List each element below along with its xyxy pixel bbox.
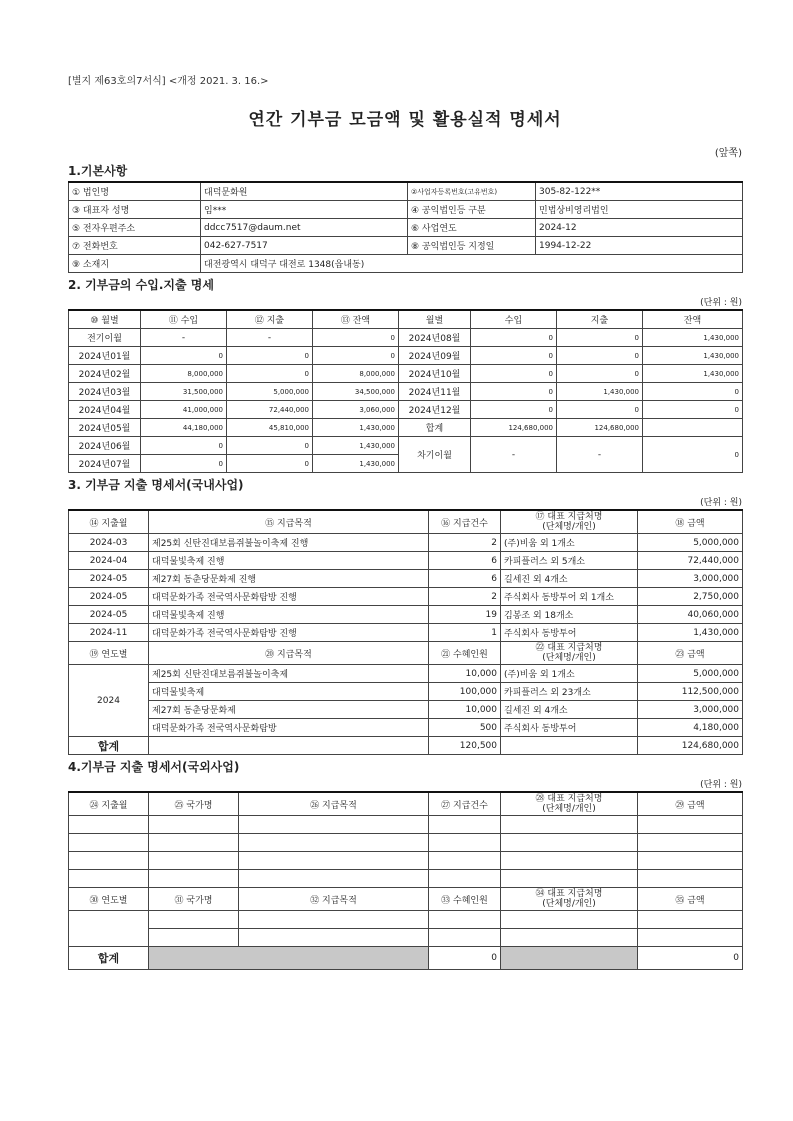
count-cell: 6 <box>429 552 501 570</box>
overseas-total-row <box>69 947 743 970</box>
purpose-cell: 제25회 신탄진대보름쥐불놀이축제 진행 <box>149 534 429 552</box>
table-row <box>69 624 743 642</box>
balance-cell: 1,430,000 <box>313 419 399 437</box>
table-row <box>69 383 743 401</box>
table-row <box>69 419 743 437</box>
purpose-cell: 대덕문화가족 전국역사문화탐방 진행 <box>149 624 429 642</box>
header-income: ⑪ 수입 <box>141 310 227 329</box>
beneficiaries-cell: 500 <box>429 719 501 737</box>
table-row <box>69 665 743 683</box>
section2-heading: 2. 기부금의 수입.지출 명세 <box>68 278 214 292</box>
annual-recipient-cell: 주식회사 동방투어 <box>501 719 638 737</box>
beneficiaries-cell: 10,000 <box>429 701 501 719</box>
table-row <box>69 929 743 947</box>
value-email: ddcc7517@daum.net <box>201 219 408 237</box>
header-balance: ⑬ 잔액 <box>313 310 399 329</box>
value-corp-type: 민법상비영리법인 <box>536 201 743 219</box>
value-corp-name: 대덕문화원 <box>201 182 408 201</box>
income-cell: 44,180,000 <box>141 419 227 437</box>
balance-cell: 0 <box>643 383 743 401</box>
table-row <box>69 701 743 719</box>
header-expense: ⑫ 지출 <box>227 310 313 329</box>
expense-cell: 0 <box>227 347 313 365</box>
recipient-cell: 길세진 외 4개소 <box>501 570 638 588</box>
annual-amount-cell: 3,000,000 <box>638 701 743 719</box>
recipient-cell: 카피플러스 외 5개소 <box>501 552 638 570</box>
header-overseas-purpose-2: ㉜ 지급목적 <box>239 888 429 911</box>
income-cell: 0 <box>471 329 557 347</box>
income-cell: 31,500,000 <box>141 383 227 401</box>
month-cell: 2024년11월 <box>399 383 471 401</box>
header-overseas-country-2: ㉛ 국가명 <box>149 888 239 911</box>
table-row <box>69 588 743 606</box>
recipient-cell: 김봉조 외 18개소 <box>501 606 638 624</box>
expense-cell: 0 <box>227 455 313 473</box>
overseas-annual-header-row <box>69 888 743 911</box>
balance-cell: 1,430,000 <box>643 329 743 347</box>
label-representative: ③ 대표자 성명 <box>69 201 201 219</box>
carry-balance-cell: 0 <box>643 437 743 473</box>
expense-cell: 1,430,000 <box>557 383 643 401</box>
header-overseas-recipient: ㉘ 대표 지급처명 (단체명/개인) <box>501 792 638 816</box>
income-cell: 0 <box>141 455 227 473</box>
label-corp-type: ④ 공익법인등 구분 <box>408 201 536 219</box>
header-overseas-beneficiaries: ㉝ 수혜인원 <box>429 888 501 911</box>
value-designation-date: 1994-12-22 <box>536 237 743 255</box>
recipient-cell: 주식회사 동방투어 외 1개소 <box>501 588 638 606</box>
basic-info-row <box>69 201 743 219</box>
month-cell: 2024년02월 <box>69 365 141 383</box>
header-beneficiaries: ㉑ 수혜인원 <box>429 642 501 665</box>
beneficiaries-cell: 10,000 <box>429 665 501 683</box>
annual-purpose-cell: 대덕문화가족 전국역사문화탐방 <box>149 719 429 737</box>
annual-amount-cell: 5,000,000 <box>638 665 743 683</box>
overseas-total-beneficiaries: 0 <box>429 947 501 970</box>
section3-heading: 3. 기부금 지출 명세서(국내사업) <box>68 478 244 492</box>
domestic-table <box>68 509 743 755</box>
expense-cell: 72,440,000 <box>227 401 313 419</box>
side-label: (앞쪽) <box>714 148 742 159</box>
section4-unit: (단위 : 원) <box>700 780 742 790</box>
count-cell: 2 <box>429 534 501 552</box>
annual-purpose-cell: 대덕물빛축제 <box>149 683 429 701</box>
count-cell: 6 <box>429 570 501 588</box>
total-income-cell: 124,680,000 <box>471 419 557 437</box>
recipient-cell: (주)비움 외 1개소 <box>501 534 638 552</box>
header-overseas-purpose: ㉖ 지급목적 <box>239 792 429 816</box>
total-label: 합계 <box>69 737 149 755</box>
table-row <box>69 606 743 624</box>
total-row <box>69 737 743 755</box>
basic-info-row <box>69 237 743 255</box>
amount-cell: 5,000,000 <box>638 534 743 552</box>
section1-heading: 1.기본사항 <box>68 164 128 178</box>
income-cell: 0 <box>471 401 557 419</box>
header-overseas-recipient-2: ㉞ 대표 지급처명 (단체명/개인) <box>501 888 638 911</box>
annual-header-row <box>69 642 743 665</box>
header-overseas-amount: ㉙ 금액 <box>638 792 743 816</box>
carry-month-cell: 차기이월 <box>399 437 471 473</box>
label-designation-date: ⑧ 공익법인등 지정일 <box>408 237 536 255</box>
header-income-2: 수입 <box>471 310 557 329</box>
total-empty-cell <box>149 737 429 755</box>
expense-cell: 0 <box>227 437 313 455</box>
value-address: 대전광역시 대덕구 대전로 1348(읍내동) <box>201 255 743 273</box>
annual-purpose-cell: 제25회 신탄진대보름쥐불놀이축제 <box>149 665 429 683</box>
overseas-total-shaded <box>149 947 429 970</box>
form-page <box>68 72 742 970</box>
balance-cell: 34,500,000 <box>313 383 399 401</box>
label-corp-name: ① 법인명 <box>69 182 201 201</box>
annual-amount-cell: 112,500,000 <box>638 683 743 701</box>
total-amount: 124,680,000 <box>638 737 743 755</box>
month-cell: 2024년12월 <box>399 401 471 419</box>
total-expense-cell: 124,680,000 <box>557 419 643 437</box>
table-row <box>69 401 743 419</box>
amount-cell: 72,440,000 <box>638 552 743 570</box>
table-row <box>69 437 743 455</box>
overseas-total-amount: 0 <box>638 947 743 970</box>
annual-purpose-cell: 제27회 동춘당문화제 <box>149 701 429 719</box>
header-purpose: ⑮ 지급목적 <box>149 510 429 534</box>
table-row <box>69 870 743 888</box>
recipient-cell: 주식회사 동방투어 <box>501 624 638 642</box>
table-row <box>69 719 743 737</box>
table-row <box>69 816 743 834</box>
expense-cell: 0 <box>557 365 643 383</box>
balance-cell: 0 <box>313 329 399 347</box>
beneficiaries-cell: 100,000 <box>429 683 501 701</box>
expense-cell: 45,810,000 <box>227 419 313 437</box>
annual-year-cell: 2024 <box>69 665 149 737</box>
income-cell: 8,000,000 <box>141 365 227 383</box>
income-cell: 0 <box>141 437 227 455</box>
header-recipient: ⑰ 대표 지급처명 (단체명/개인) <box>501 510 638 534</box>
month-cell: 2024년03월 <box>69 383 141 401</box>
balance-cell: 0 <box>643 401 743 419</box>
income-cell: 0 <box>471 347 557 365</box>
header-country: ㉕ 국가명 <box>149 792 239 816</box>
annual-recipient-cell: 길세진 외 4개소 <box>501 701 638 719</box>
expense-month-cell: 2024-04 <box>69 552 149 570</box>
label-address: ⑨ 소재지 <box>69 255 201 273</box>
label-email: ⑤ 전자우편주소 <box>69 219 201 237</box>
table-row <box>69 552 743 570</box>
table-row <box>69 347 743 365</box>
label-business-number: ②사업자등록번호(고유번호) <box>408 182 536 201</box>
overseas-header-row <box>69 792 743 816</box>
label-fiscal-year: ⑥ 사업연도 <box>408 219 536 237</box>
expense-cell: - <box>227 329 313 347</box>
balance-cell: 8,000,000 <box>313 365 399 383</box>
header-overseas-count: ㉗ 지급건수 <box>429 792 501 816</box>
expense-month-cell: 2024-11 <box>69 624 149 642</box>
table-row <box>69 329 743 347</box>
overseas-table <box>68 791 743 970</box>
income-cell: 41,000,000 <box>141 401 227 419</box>
balance-cell: 1,430,000 <box>643 347 743 365</box>
expense-month-cell: 2024-03 <box>69 534 149 552</box>
income-cell: 0 <box>471 365 557 383</box>
income-cell: 0 <box>471 383 557 401</box>
table-row <box>69 570 743 588</box>
table-row <box>69 365 743 383</box>
table-row <box>69 683 743 701</box>
annual-recipient-cell: 카피플러스 외 23개소 <box>501 683 638 701</box>
expense-month-cell: 2024-05 <box>69 606 149 624</box>
header-overseas-month: ㉔ 지출월 <box>69 792 149 816</box>
monthly-header-row <box>69 310 743 329</box>
total-empty-cell <box>501 737 638 755</box>
month-cell: 2024년04월 <box>69 401 141 419</box>
value-fiscal-year: 2024-12 <box>536 219 743 237</box>
balance-cell: 1,430,000 <box>643 365 743 383</box>
expense-cell: 0 <box>557 347 643 365</box>
count-cell: 1 <box>429 624 501 642</box>
section2-unit: (단위 : 원) <box>700 298 742 308</box>
month-cell: 2024년07월 <box>69 455 141 473</box>
table-row <box>69 534 743 552</box>
header-expense-2: 지출 <box>557 310 643 329</box>
value-representative: 임*** <box>201 201 408 219</box>
header-amount: ⑱ 금액 <box>638 510 743 534</box>
monthly-table <box>68 309 743 473</box>
overseas-total-shaded-2 <box>501 947 638 970</box>
expense-month-cell: 2024-05 <box>69 588 149 606</box>
header-annual-recipient: ㉒ 대표 지급처명 (단체명/개인) <box>501 642 638 665</box>
balance-cell: 3,060,000 <box>313 401 399 419</box>
count-cell: 2 <box>429 588 501 606</box>
purpose-cell: 대덕물빛축제 진행 <box>149 606 429 624</box>
overseas-total-label: 합계 <box>69 947 149 970</box>
balance-cell: 1,430,000 <box>313 437 399 455</box>
expense-month-cell: 2024-05 <box>69 570 149 588</box>
value-business-number: 305-82-122** <box>536 182 743 201</box>
annual-recipient-cell: (주)비움 외 1개소 <box>501 665 638 683</box>
count-cell: 19 <box>429 606 501 624</box>
domestic-header-row <box>69 510 743 534</box>
month-cell: 2024년10월 <box>399 365 471 383</box>
purpose-cell: 대덕문화가족 전국역사문화탐방 진행 <box>149 588 429 606</box>
carry-expense-cell: - <box>557 437 643 473</box>
section3-unit: (단위 : 원) <box>700 498 742 508</box>
header-count: ⑯ 지급건수 <box>429 510 501 534</box>
carry-income-cell: - <box>471 437 557 473</box>
amount-cell: 2,750,000 <box>638 588 743 606</box>
total-beneficiaries: 120,500 <box>429 737 501 755</box>
header-annual-purpose: ⑳ 지급목적 <box>149 642 429 665</box>
header-year: ⑲ 연도별 <box>69 642 149 665</box>
expense-cell: 0 <box>557 401 643 419</box>
total-label-cell: 합계 <box>399 419 471 437</box>
document-title: 연간 기부금 모금액 및 활용실적 명세서 <box>248 110 562 130</box>
income-cell: 0 <box>141 347 227 365</box>
label-phone: ⑦ 전화번호 <box>69 237 201 255</box>
amount-cell: 1,430,000 <box>638 624 743 642</box>
header-overseas-amount-2: ㉟ 금액 <box>638 888 743 911</box>
header-overseas-year: ㉚ 연도별 <box>69 888 149 911</box>
table-row <box>69 834 743 852</box>
form-number: [별지 제63호의7서식] <개정 2021. 3. 16.> <box>68 76 269 87</box>
income-cell: - <box>141 329 227 347</box>
header-balance-2: 잔액 <box>643 310 743 329</box>
month-cell: 2024년05월 <box>69 419 141 437</box>
basic-info-row <box>69 255 743 273</box>
month-cell: 2024년08월 <box>399 329 471 347</box>
balance-cell: 0 <box>313 347 399 365</box>
header-month: ⑩ 월별 <box>69 310 141 329</box>
section4-heading: 4.기부금 지출 명세서(국외사업) <box>68 760 240 774</box>
basic-info-table <box>68 181 743 273</box>
month-cell: 2024년06월 <box>69 437 141 455</box>
basic-info-row <box>69 182 743 201</box>
header-month-2: 월별 <box>399 310 471 329</box>
expense-cell: 5,000,000 <box>227 383 313 401</box>
total-balance-cell <box>643 419 743 437</box>
header-annual-amount: ㉓ 금액 <box>638 642 743 665</box>
amount-cell: 40,060,000 <box>638 606 743 624</box>
purpose-cell: 대덕물빛축제 진행 <box>149 552 429 570</box>
balance-cell: 1,430,000 <box>313 455 399 473</box>
basic-info-row <box>69 219 743 237</box>
table-row <box>69 911 743 929</box>
header-expense-month: ⑭ 지출월 <box>69 510 149 534</box>
expense-cell: 0 <box>227 365 313 383</box>
amount-cell: 3,000,000 <box>638 570 743 588</box>
month-cell: 전기이월 <box>69 329 141 347</box>
purpose-cell: 제27회 동춘당문화제 진행 <box>149 570 429 588</box>
table-row <box>69 852 743 870</box>
annual-amount-cell: 4,180,000 <box>638 719 743 737</box>
value-phone: 042-627-7517 <box>201 237 408 255</box>
month-cell: 2024년01월 <box>69 347 141 365</box>
expense-cell: 0 <box>557 329 643 347</box>
month-cell: 2024년09월 <box>399 347 471 365</box>
